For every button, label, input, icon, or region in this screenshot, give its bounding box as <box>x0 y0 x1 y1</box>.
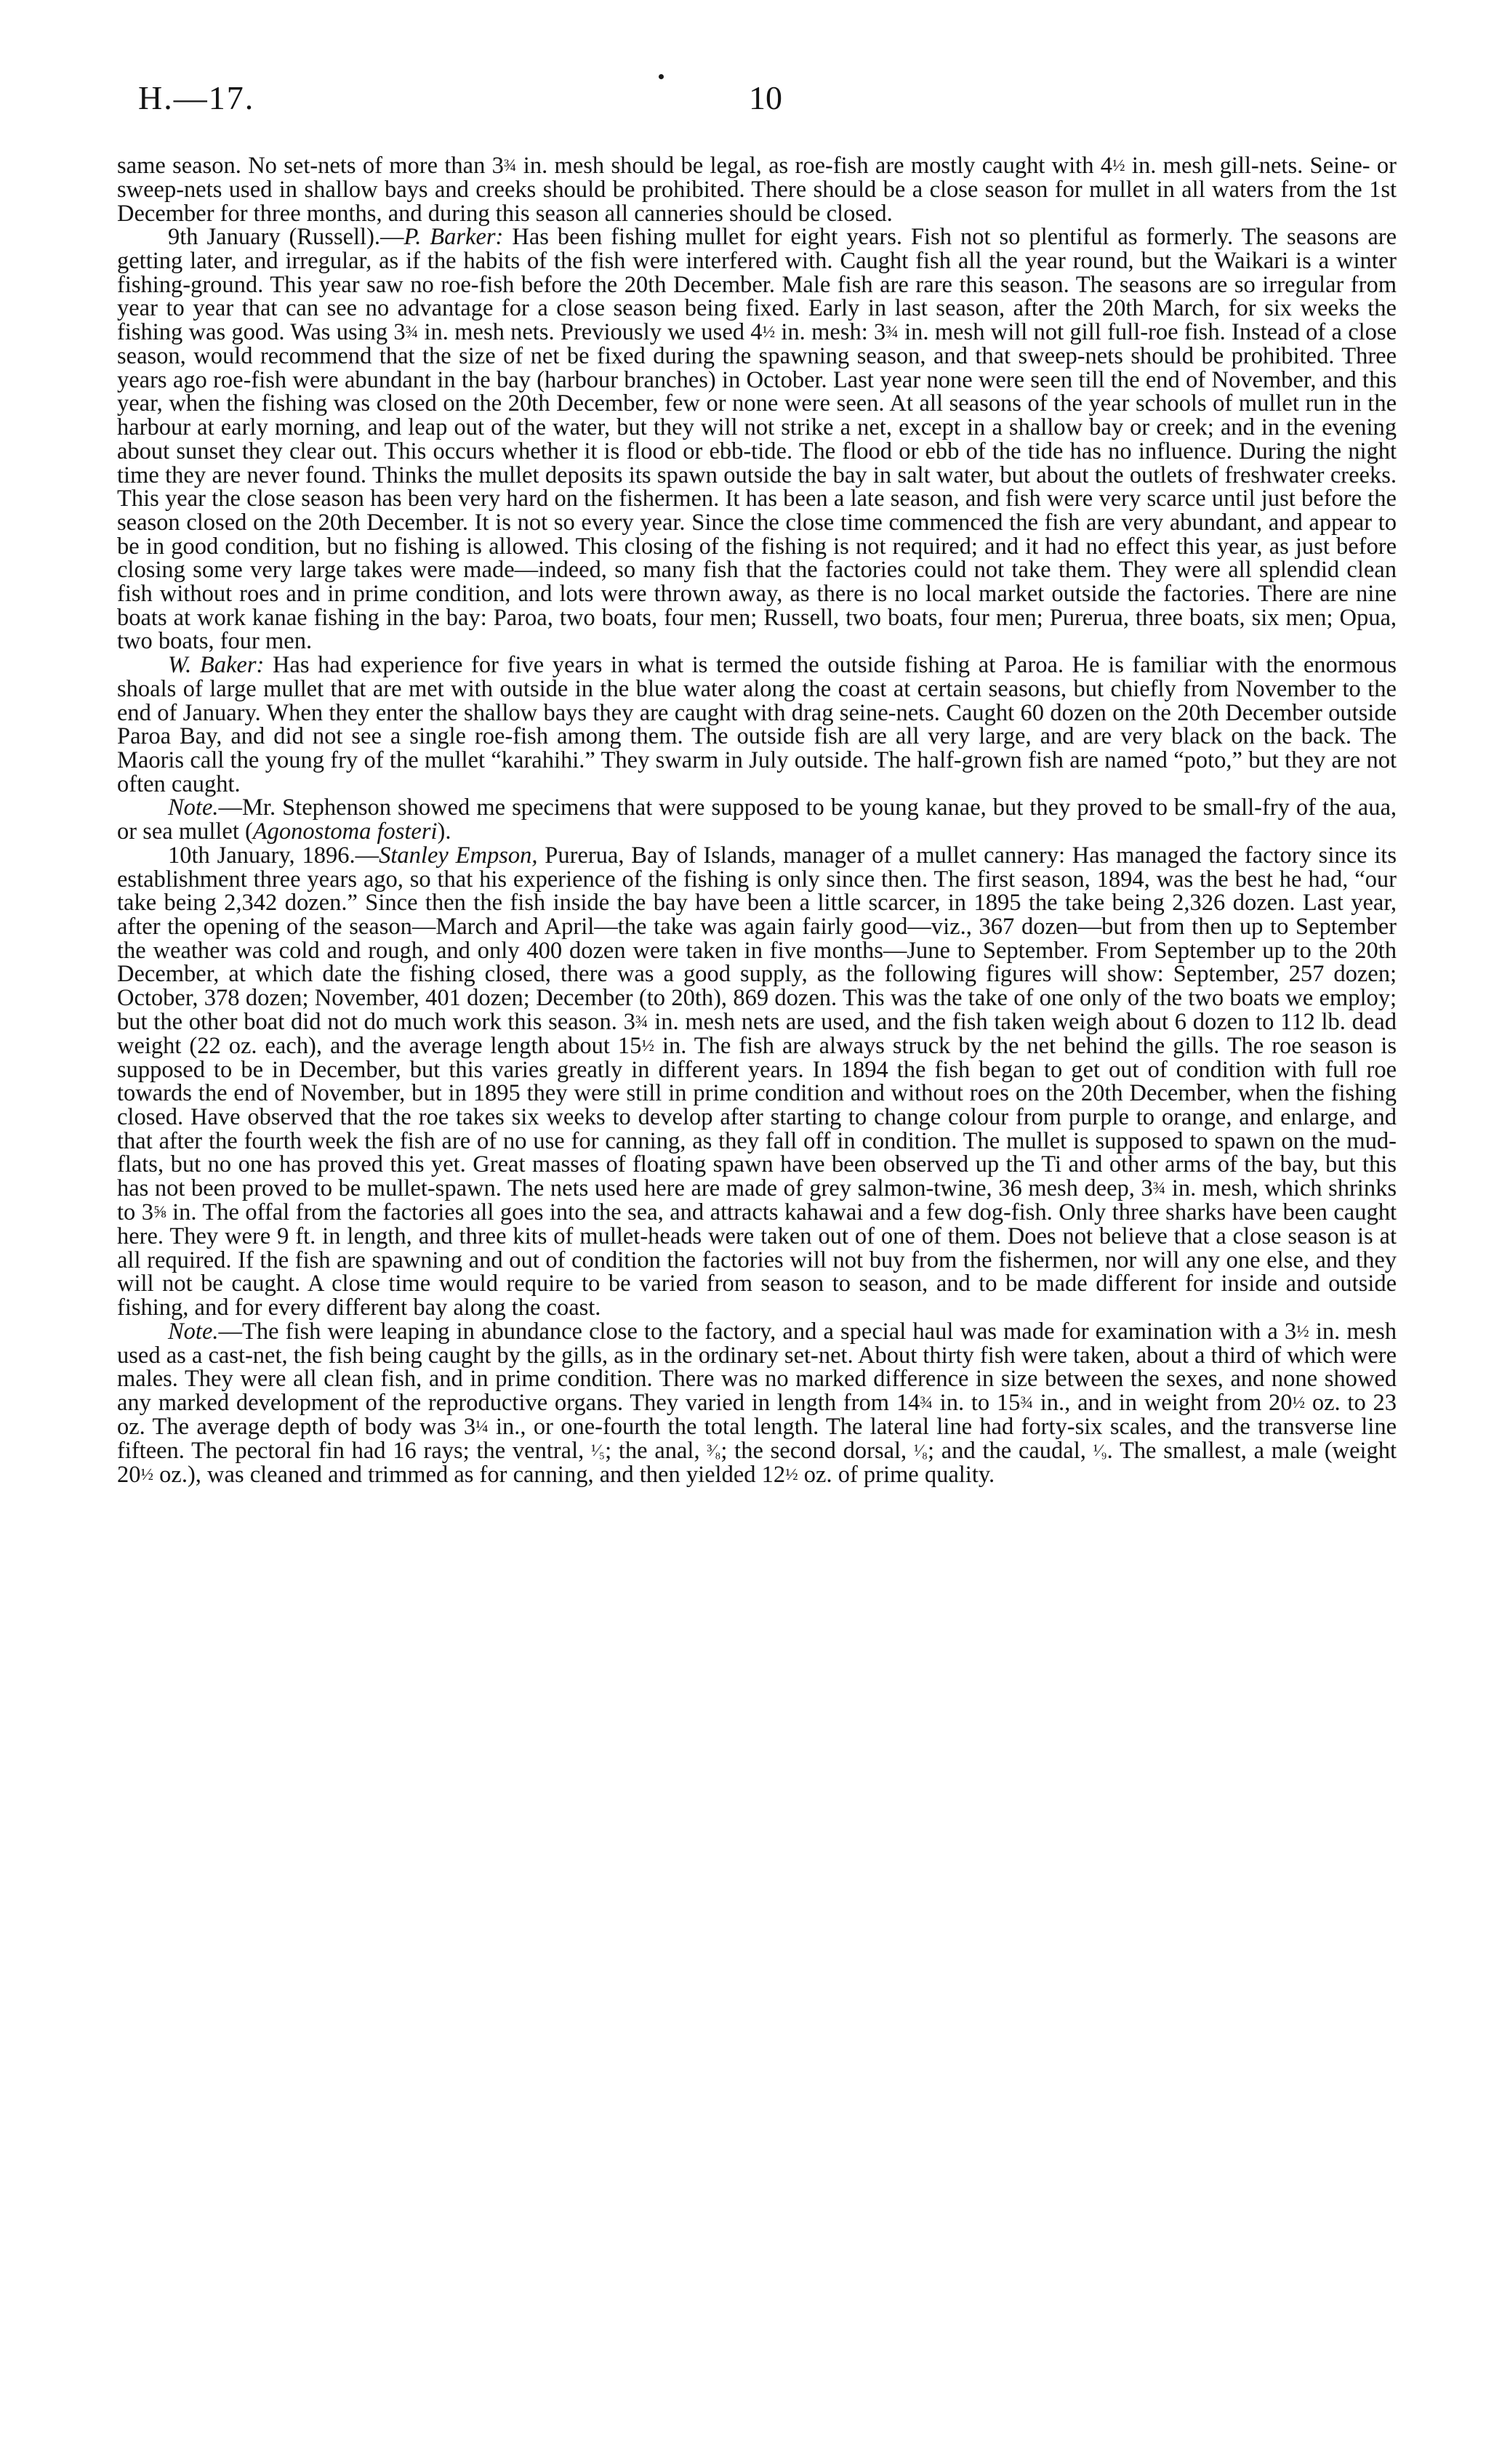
text-run: . The smallest, a male (weight 20 <box>117 1437 1397 1488</box>
fraction: ½ <box>1296 1321 1309 1341</box>
text-run: in. mesh: 3 <box>775 319 886 346</box>
italic-run: P. Barker: <box>403 224 504 251</box>
fraction: ¹⁄₅ <box>591 1441 606 1460</box>
text-run: in. mesh should be legal, as roe-fish are mostly caught with 4 <box>516 153 1113 179</box>
text-run: in. mesh used as a cast-net, the fish being caught by the gills, as in the ordinary set-net. About thirty fish were taken, about a third of which were males. They were all clean fish, and in prime condition. There was no marked difference in size between the sexes, and none showed any marked development of the reproductive organs. They varied in length from 14 <box>117 1318 1397 1416</box>
page-header <box>138 78 1316 129</box>
text-run: 10th January, 1896.— <box>168 842 379 869</box>
paragraph <box>117 796 1397 843</box>
page-number: 10 <box>749 79 782 116</box>
text-run: —The fish were leaping in abundance close to the factory, and a special haul was made for examination with a 3 <box>218 1318 1297 1345</box>
text-run: Has been fishing mullet for eight years. Fish not so plentiful as formerly. The seasons are getting later, and irregular, as if the habits of the fish were interfered with. Caught fish all the year round, but the Waikari is a winter fishing-ground. This year saw no roe-fish before the 20th December. Male fish are rare this season. The seasons are so irregular from year to year that can see no advantage for a close season being fixed. Early in last season, after the 20th March, for six weeks the fishing was good. Was using 3 <box>117 224 1397 346</box>
fraction: ¾ <box>503 156 517 176</box>
text-run: in. mesh will not gill full-roe fish. Instead of a close season, would recommend that the size of net be fixed during the spawning season, and that sweep-nets should be prohibited. Three years ago roe-fish were abundant in the bay (harbour branches) in October. Last year none were seen till the end of November, and this year, when the fishing was closed on the 20th December, few or none were seen. At all seasons of the year schools of mullet run in the harbour at early morning, and leap out of the water, but they will not strike a net, except in a shallow bay or creek; and in the evening about sunset they clear out. This occurs whether it is flood or ebb-tide. The flood or ebb of the tide has no influence. During the night time they are never found. Thinks the mullet deposits its spawn outside the bay in salt water, but about the outlets of freshwater creeks. This year the close season has been very hard on the fishermen. It has been a late season, and fish were very scarce until just before the season closed on the 20th December. It is not so every year. Since the close time commenced the fish are very abundant, and appear to be in good condition, but no fishing is allowed. This closing of the fishing is not required; and it had no effect this year, as just before closing some very large takes were made—indeed, so many fish that the factories could not take them. They were all splendid clean fish without roes and in prime condition, and lots were thrown away, as there is no local market outside the factories. There are nine boats at work kanae fishing in the bay: Paroa, two boats, four men; Russell, two boats, four men; Purerua, three boats, six men; Opua, two boats, four men. <box>117 319 1397 655</box>
fraction: ¾ <box>405 323 419 342</box>
text-run: oz. to 23 oz. The average depth of body was 3 <box>117 1389 1397 1440</box>
fraction: ½ <box>140 1465 154 1484</box>
italic-run: Note. <box>168 794 219 821</box>
fraction: ½ <box>1112 156 1125 176</box>
text-run: ; the anal, <box>605 1437 707 1464</box>
fraction: ¾ <box>1152 1179 1166 1199</box>
fraction: ¾ <box>885 323 899 342</box>
text-run: in. mesh nets. Previously we used 4 <box>418 319 763 346</box>
paragraph <box>117 154 1397 225</box>
text-run: oz.), was cleaned and trimmed as for canning, and then yielded 12 <box>153 1461 786 1488</box>
text-run: in., or one-fourth the total length. The lateral line had forty-six scales, and the transverse line fifteen. The pectoral fin had 16 rays; the ventral, <box>117 1413 1397 1464</box>
text-run: in. mesh nets are used, and the fish taken weigh about 6 dozen to 112 lb. dead weight (22 oz. each), and the average length about 15 <box>117 1008 1397 1059</box>
paragraph <box>117 653 1397 796</box>
fraction: ½ <box>641 1036 654 1055</box>
text-run: in. mesh, which shrinks to 3 <box>117 1175 1397 1225</box>
text-run: same season. No set-nets of more than 3 <box>117 153 504 179</box>
body-text <box>117 154 1397 1487</box>
text-run: 9th January (Russell).— <box>168 224 404 251</box>
fraction: ¾ <box>920 1393 933 1413</box>
fraction: ¹⁄₈ <box>913 1441 928 1460</box>
fraction: ⅝ <box>153 1203 166 1223</box>
print-speck <box>659 74 664 79</box>
text-run: ; and the caudal, <box>928 1437 1093 1464</box>
paragraph <box>117 1320 1397 1487</box>
paragraph <box>117 225 1397 653</box>
text-run: Has had experience for five years in what is termed the outside fishing at Paroa. He is familiar with the enormous shoals of large mullet that are met with outside in the blue water along the coast at certain seasons, but chiefly from November to the end of January. When they enter the shallow bays they are caught with drag seine-nets. Caught 60 dozen on the 20th December outside Paroa Bay, and did not see a single roe-fish among them. The outside fish are all very large, and are very black on the back. The Maoris call the young fry of the mullet “karahihi.” They swarm in July outside. The half-grown fish are named “poto,” but they are not often caught. <box>117 652 1397 797</box>
text-run: oz. of prime quality. <box>798 1461 995 1488</box>
fraction: ½ <box>762 323 776 342</box>
text-run: —Mr. Stephenson showed me specimens that were supposed to be young kanae, but they proved to be small-fry of the aua, or sea mullet ( <box>117 794 1397 845</box>
italic-run: Stanley Empson, <box>379 842 538 869</box>
italic-run: W. Baker: <box>168 652 265 679</box>
fraction: ½ <box>1292 1393 1306 1413</box>
fraction: ¹⁄₉ <box>1093 1441 1107 1460</box>
fraction: ½ <box>785 1465 798 1484</box>
text-run: ; the second dorsal, <box>720 1437 914 1464</box>
document-reference: H.—17. <box>138 79 255 116</box>
fraction: ¾ <box>1020 1393 1033 1413</box>
text-run: in. The fish are always struck by the net behind the gills. The roe season is supposed to be in December, but this varies greatly in different years. In 1894 the fish began to get out of condition with full roe towards the end of November, but in 1895 they were still in prime condition and without roes on the 20th December, when the fishing closed. Have observed that the roe takes six weeks to develop after starting to change colour from purple to orange, and enlarge, and that after the fourth week the fish are of no use for canning, as they fall off in condition. The mullet is supposed to spawn on the mud-flats, but no one has proved this yet. Great masses of floating spawn have been observed up the Ti and other arms of the bay, but this has not been proved to be mullet-spawn. The nets used here are made of grey salmon-twine, 36 mesh deep, 3 <box>117 1032 1397 1202</box>
fraction: ¼ <box>475 1417 489 1437</box>
text-run: in., and in weight from 20 <box>1032 1389 1293 1416</box>
fraction: ³⁄₈ <box>707 1441 721 1460</box>
text-run: ). <box>437 818 451 845</box>
text-run: in. The offal from the factories all goes into the sea, and attracts kahawai and a few dog-fish. Only three sharks have been caught here. They were 9 ft. in length, and three kits of mullet-heads were taken out of one of them. Does not believe that a close season is at all required. If the fish are spawning and out of condition the factories will not buy from the fishermen, nor will any one else, and they will not be caught. A close time would require to be varied from season to season, and to be made different for inside and outside fishing, and for every different bay along the coast. <box>117 1199 1397 1321</box>
text-run: in. mesh gill-nets. Seine- or sweep-nets used in shallow bays and creeks should be prohibited. There should be a close season for mullet in all waters from the 1st December for three months, and during this season all canneries should be closed. <box>117 153 1397 227</box>
paragraph <box>117 844 1397 1320</box>
italic-run: Note. <box>168 1318 219 1345</box>
italic-run: Agonostoma fosteri <box>252 818 438 845</box>
text-run: in. to 15 <box>932 1389 1021 1416</box>
text-run: Purerua, Bay of Islands, manager of a mullet cannery: Has managed the factory since its establishment three years ago, so that his experience of the fishing is only since then. The first season, 1894, was the best he had, “our take being 2,342 dozen.” Since then the fish inside the bay have been a little scarcer, in 1895 the take being 2,326 dozen. Last year, after the opening of the season—March and April—the take was again fairly good—viz., 367 dozen—but from then up to September the weather was cold and rough, and only 400 dozen were taken in five months—June to September. From September up to the 20th December, at which date the fishing closed, there was a good supply, as the following figures will show: September, 257 dozen; October, 378 dozen; November, 401 dozen; December (to 20th), 869 dozen. This was the take of one only of the two boats we employ; but the other boat did not do much work this season. 3 <box>117 842 1397 1035</box>
fraction: ¾ <box>635 1012 648 1031</box>
